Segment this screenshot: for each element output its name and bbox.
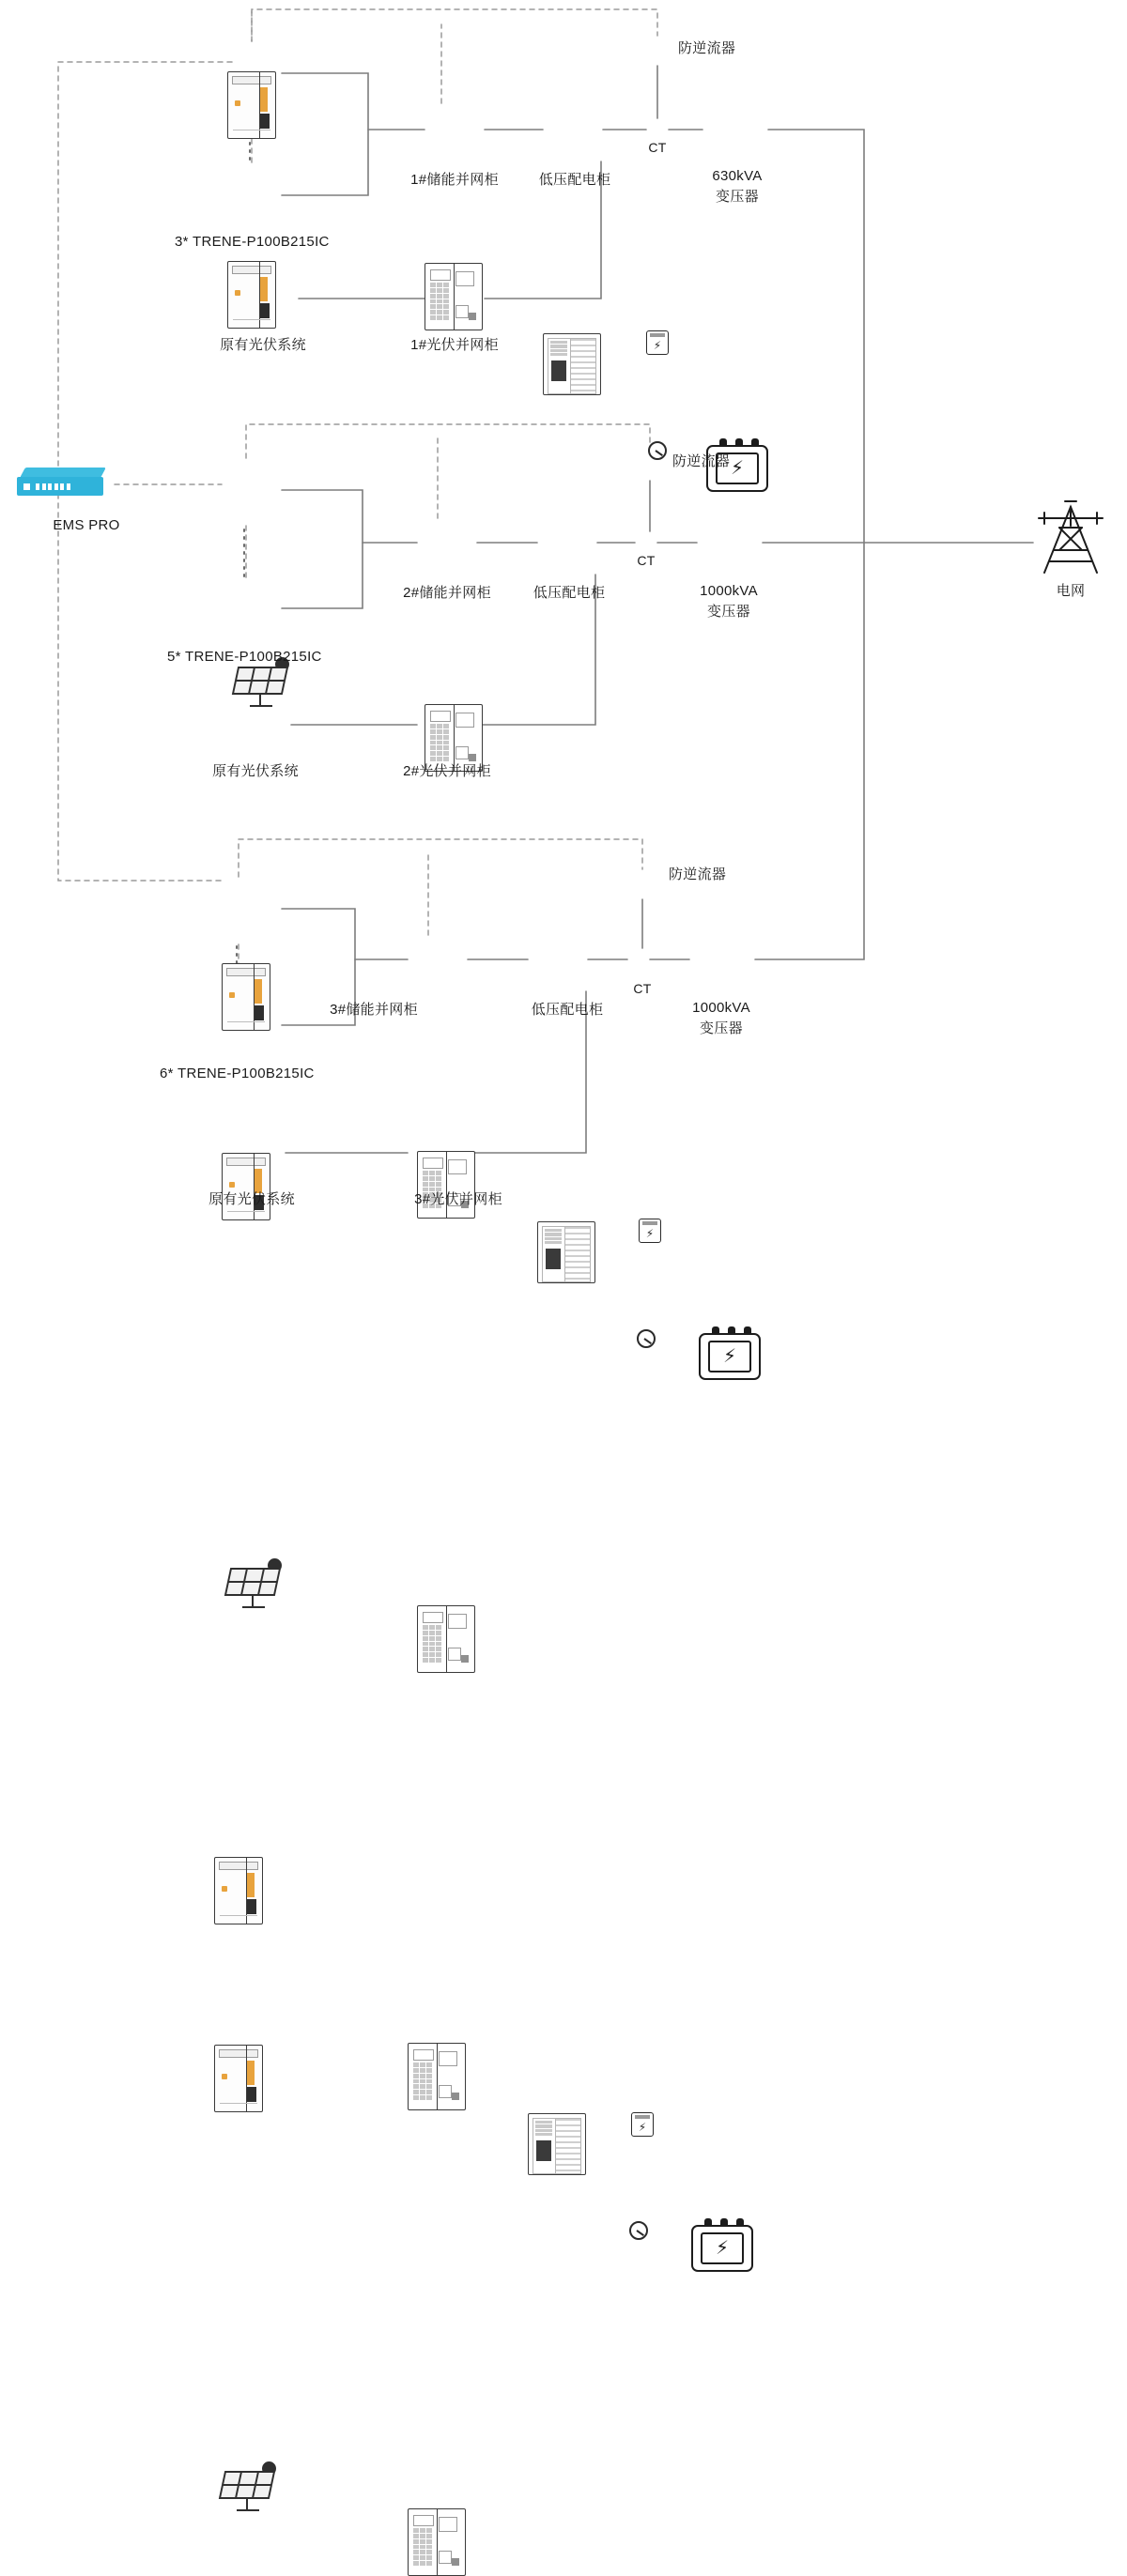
battery-cabinet-bottom-branch-3[interactable] xyxy=(214,2045,263,2112)
lv-distribution-cabinet-branch-2[interactable] xyxy=(537,1221,595,1283)
pv-cabinet-label-branch-2: 2#光伏并网柜 xyxy=(403,763,491,779)
ct-sensor-branch-2[interactable] xyxy=(637,1329,656,1348)
storage-cabinet-label-branch-1: 1#储能并网柜 xyxy=(410,172,499,188)
lv-distribution-cabinet-branch-1[interactable] xyxy=(543,333,601,395)
battery-cabinet-top-branch-1[interactable] xyxy=(227,71,276,139)
pv-cabinet-label-branch-1: 1#光伏并网柜 xyxy=(410,337,499,353)
storage-cabinet-label-branch-2: 2#储能并网柜 xyxy=(403,585,491,601)
transformer-rating-branch-2: 1000kVA xyxy=(700,583,758,599)
anti-backflow-device-branch-3[interactable]: ⚡ xyxy=(631,2112,654,2137)
battery-label-branch-1: 3* TRENE-P100B215IC xyxy=(175,234,330,250)
lv-cabinet-label-branch-2: 低压配电柜 xyxy=(533,585,606,601)
transformer-branch-2[interactable]: ⚡ xyxy=(699,1333,761,1380)
anti-backflow-label-branch-2: 防逆流器 xyxy=(672,453,731,469)
lv-distribution-cabinet-branch-3[interactable] xyxy=(528,2113,586,2175)
anti-backflow-label-branch-3: 防逆流器 xyxy=(669,866,727,882)
anti-backflow-device-branch-2[interactable]: ⚡ xyxy=(639,1219,661,1243)
pv-array-branch-3[interactable] xyxy=(220,2461,278,2514)
pv-cabinet-label-branch-3: 3#光伏并网柜 xyxy=(414,1191,502,1207)
pv-array-branch-2[interactable] xyxy=(225,1558,284,1611)
storage-grid-cabinet-branch-3[interactable] xyxy=(408,2043,466,2110)
storage-grid-cabinet-branch-1[interactable] xyxy=(425,263,483,330)
ems-port-group xyxy=(36,483,70,490)
transformer-rating-branch-1: 630kVA xyxy=(712,168,763,184)
battery-cabinet-bottom-branch-1[interactable] xyxy=(227,261,276,329)
transformer-name-branch-1: 变压器 xyxy=(716,189,759,205)
transformer-name-branch-3: 变压器 xyxy=(700,1020,743,1036)
pv-grid-cabinet-branch-3[interactable] xyxy=(408,2508,466,2576)
anti-backflow-label-branch-1: 防逆流器 xyxy=(678,40,736,56)
ct-sensor-branch-1[interactable] xyxy=(648,441,667,460)
power-pylon-icon xyxy=(1039,501,1103,573)
ct-label-branch-2: CT xyxy=(637,553,656,568)
lv-cabinet-label-branch-1: 低压配电柜 xyxy=(538,172,611,188)
lv-cabinet-label-branch-3: 低压配电柜 xyxy=(531,1002,604,1018)
ct-label-branch-3: CT xyxy=(633,981,652,996)
transformer-branch-3[interactable]: ⚡ xyxy=(691,2225,753,2272)
transformer-name-branch-2: 变压器 xyxy=(707,604,750,620)
pv-label-branch-3: 原有光伏系统 xyxy=(208,1191,295,1207)
ems-controller-icon[interactable] xyxy=(17,468,109,499)
ct-sensor-branch-3[interactable] xyxy=(629,2221,648,2240)
battery-label-branch-2: 5* TRENE-P100B215IC xyxy=(167,649,322,665)
ems-label: EMS PRO xyxy=(53,517,120,533)
battery-cabinet-top-branch-3[interactable] xyxy=(214,1857,263,1924)
ems-port-indicator xyxy=(23,483,30,490)
pv-label-branch-1: 原有光伏系统 xyxy=(220,337,306,353)
battery-cabinet-top-branch-2[interactable] xyxy=(222,963,270,1031)
ems-front-face xyxy=(17,477,103,496)
battery-label-branch-3: 6* TRENE-P100B215IC xyxy=(160,1066,315,1081)
pv-label-branch-2: 原有光伏系统 xyxy=(212,763,299,779)
transformer-rating-branch-3: 1000kVA xyxy=(692,1000,750,1016)
grid-label: 电网 xyxy=(1056,583,1086,599)
battery-cabinet-bottom-branch-2[interactable] xyxy=(222,1153,270,1220)
storage-cabinet-label-branch-3: 3#储能并网柜 xyxy=(330,1002,418,1018)
transformer-branch-1[interactable]: ⚡ xyxy=(706,445,768,492)
anti-backflow-device-branch-1[interactable]: ⚡ xyxy=(646,330,669,355)
pv-grid-cabinet-branch-2[interactable] xyxy=(417,1605,475,1673)
ct-label-branch-1: CT xyxy=(648,140,667,155)
